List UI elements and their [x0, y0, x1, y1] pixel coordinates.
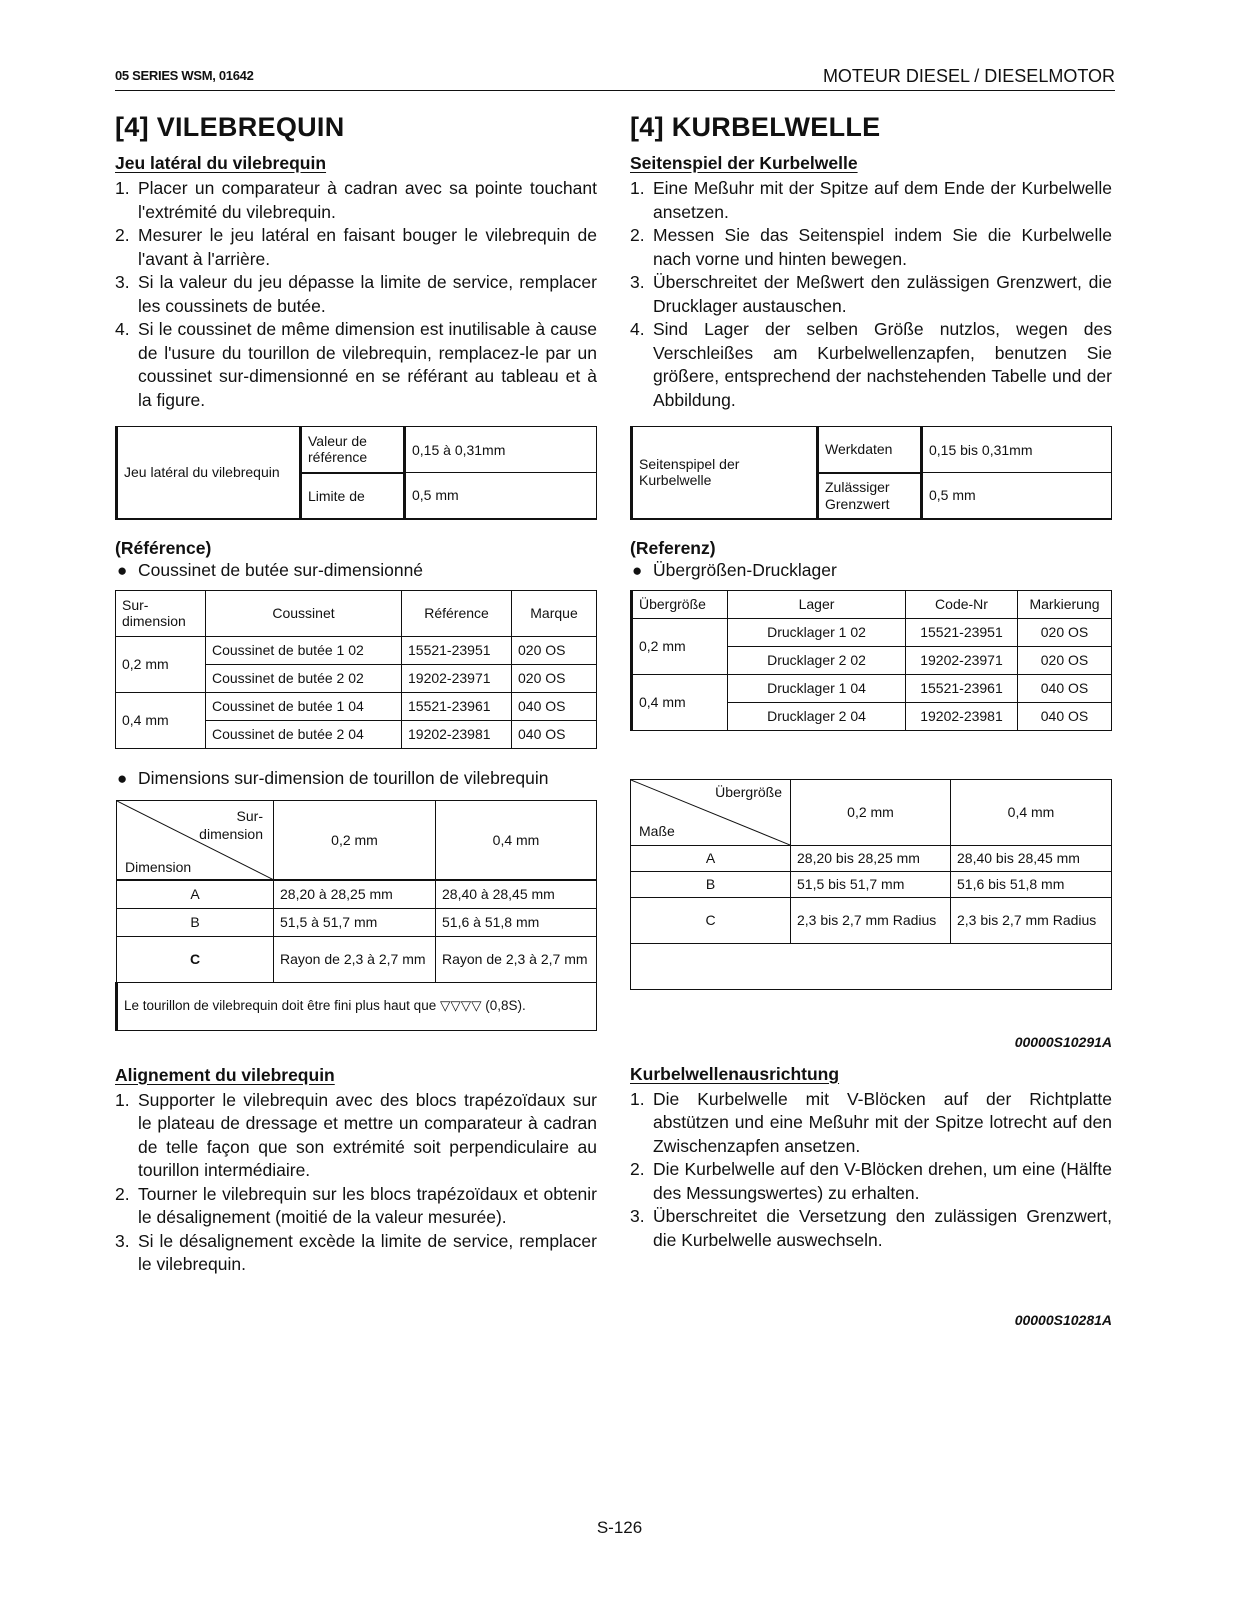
list-item: 1. Supporter le vilebrequin avec des blocs trapézoïdaux sur le plateau de dressage et mettre un comparateur à cadran de telle façon que son extrémité soit perpendiculaire au tourillon intermédiaire. — [115, 1089, 597, 1180]
cell: 2,3 bis 2,7 mm Radius — [951, 897, 1112, 943]
spec-limit-label: Limite de — [301, 473, 405, 519]
table-row — [631, 871, 1112, 897]
cell: 020 OS — [1018, 646, 1112, 674]
th-oversize: Sur-dimension — [116, 590, 206, 636]
cell: 51,5 bis 51,7 mm — [791, 871, 951, 897]
cell: 28,20 bis 28,25 mm — [791, 845, 951, 871]
header-right: MOTEUR DIESEL / DIESELMOTOR — [822, 66, 1115, 86]
cell: B — [117, 908, 274, 936]
left-spec-table — [115, 426, 597, 520]
left-thrust-table — [115, 590, 597, 749]
cell: 040 OS — [512, 692, 597, 720]
spec-limit-value: 0,5 mm — [922, 473, 1112, 519]
list-item: 3. Überschreitet der Meßwert den zulässigen Grenzwert, die Drucklager austauschen. — [630, 272, 1112, 316]
spec-ref-label: Werkdaten — [818, 427, 922, 473]
right-title: [4] KURBELWELLE — [630, 112, 881, 142]
right-section2-list — [630, 1088, 1112, 1253]
th-oversize: Übergröße — [632, 590, 728, 618]
right-section1-title: Seitenspiel der Kurbelwelle — [630, 153, 858, 173]
right-thrust-table — [630, 590, 1112, 731]
th-bearing: Coussinet — [206, 590, 402, 636]
cell: 19202-23971 — [906, 646, 1018, 674]
page-number: S-126 — [596, 1518, 643, 1537]
cell: A — [117, 880, 274, 908]
table-row — [117, 880, 597, 908]
spec-ref-value: 0,15 bis 0,31mm — [922, 427, 1112, 473]
cell: 15521-23951 — [402, 636, 512, 664]
spec-ref-label: Valeur de référence — [301, 427, 405, 473]
group-0-4: 0,4 mm — [632, 674, 728, 730]
cell: A — [631, 845, 791, 871]
cell: Drucklager 2 02 — [728, 646, 906, 674]
th-code: Code-Nr — [906, 590, 1018, 618]
group-0-2: 0,2 mm — [632, 618, 728, 674]
table-row — [117, 982, 597, 1030]
journal-col-0-2: 0,2 mm — [791, 779, 951, 845]
cell: Rayon de 2,3 à 2,7 mm — [436, 936, 597, 982]
cell: 28,40 à 28,45 mm — [436, 880, 597, 908]
right-code-2: 00000S10281A — [1014, 1312, 1112, 1328]
cell: C — [631, 897, 791, 943]
right-reference-title: (Referenz) — [630, 537, 716, 558]
cell: 51,6 à 51,8 mm — [436, 908, 597, 936]
table-row — [631, 897, 1112, 943]
th-reference: Référence — [402, 590, 512, 636]
left-section2-title: Alignement du vilebrequin — [115, 1064, 335, 1085]
cell: 020 OS — [512, 636, 597, 664]
right-section1-list — [630, 177, 1112, 412]
journal-col-0-2: 0,2 mm — [274, 800, 436, 880]
journal-col-0-4: 0,4 mm — [951, 779, 1112, 845]
table-row-empty — [631, 943, 1112, 989]
table-row — [117, 936, 597, 982]
cell: 040 OS — [1018, 702, 1112, 730]
right-bullet-1: ● Übergrößen-Drucklager — [632, 559, 837, 580]
journal-corner: Übergröße Maße — [631, 779, 791, 845]
spec-ref-value: 0,15 à 0,31mm — [405, 427, 597, 473]
left-column — [115, 112, 597, 1277]
journal-col-0-4: 0,4 mm — [436, 800, 597, 880]
list-item: 4. Sind Lager der selben Größe nutzlos, wegen des Verschleißes am Kurbelwellenzapfen, benutzen Sie größere, entsprechend der nachstehenden Tabelle und der Abbildung. — [630, 319, 1112, 410]
th-mark: Marque — [512, 590, 597, 636]
cell: 51,6 bis 51,8 mm — [951, 871, 1112, 897]
list-item: 3. Si le désalignement excède la limite de service, remplacer le vilebrequin. — [115, 1230, 597, 1274]
cell: Drucklager 1 04 — [728, 674, 906, 702]
cell: 040 OS — [512, 720, 597, 748]
table-row — [116, 692, 597, 720]
cell: Coussinet de butée 2 04 — [206, 720, 402, 748]
header-rule — [115, 90, 1115, 91]
list-item: 4. Si le coussinet de même dimension est inutilisable à cause de l'usure du tourillon de vilebrequin, remplacez-le par un coussinet sur-dimensionné en se référant au tableau et à la figure. — [115, 319, 597, 410]
list-item: 2. Mesurer le jeu latéral en faisant bouger le vilebrequin de l'avant à l'arrière. — [115, 225, 597, 269]
left-section2-list — [115, 1089, 597, 1277]
list-item: 1. Placer un comparateur à cadran avec sa pointe touchant l'extrémité du vilebrequin. — [115, 178, 597, 222]
table-row — [631, 845, 1112, 871]
list-item: 1. Eine Meßuhr mit der Spitze auf dem Ende der Kurbelwelle ansetzen. — [630, 178, 1112, 222]
left-section1-title: Jeu latéral du vilebrequin — [115, 153, 327, 173]
left-section1-list — [115, 177, 597, 412]
list-item: 2. Messen Sie das Seitenspiel indem Sie die Kurbelwelle nach vorne und hinten bewegen. — [630, 225, 1112, 269]
group-0-4: 0,4 mm — [116, 692, 206, 748]
cell: Coussinet de butée 2 02 — [206, 664, 402, 692]
right-section2-title: Kurbelwellenausrichtung — [630, 1063, 840, 1084]
right-code-1: 00000S10291A — [1014, 1033, 1112, 1050]
journal-note: Le tourillon de vilebrequin doit être fini plus haut que ▽▽▽▽ (0,8S). — [117, 982, 597, 1030]
spec-item: Seitenspipel der Kurbelwelle — [632, 427, 818, 519]
header-left: 05 SERIES WSM, 01642 — [115, 68, 254, 83]
spec-limit-value: 0,5 mm — [405, 473, 597, 519]
left-title: [4] VILEBREQUIN — [115, 112, 345, 142]
left-reference-title: (Référence) — [115, 537, 212, 558]
list-item: 3. Si la valeur du jeu dépasse la limite de service, remplacer les coussinets de butée. — [115, 272, 597, 316]
cell: B — [631, 871, 791, 897]
cell: 2,3 bis 2,7 mm Radius — [791, 897, 951, 943]
right-spec-table — [630, 426, 1112, 520]
cell: 19202-23971 — [402, 664, 512, 692]
cell: 19202-23981 — [402, 720, 512, 748]
left-journal-table — [115, 800, 597, 1031]
table-row — [117, 908, 597, 936]
cell: Rayon de 2,3 à 2,7 mm — [274, 936, 436, 982]
cell: 15521-23951 — [906, 618, 1018, 646]
spec-limit-label: Zulässiger Grenzwert — [818, 473, 922, 519]
table-row — [632, 674, 1112, 702]
list-item: 1. Die Kurbelwelle mit V-Blöcken auf der Richtplatte abstützen und eine Meßuhr mit der Spitze lotrecht auf den Zwischenzapfen ansetzen. — [630, 1088, 1112, 1156]
list-item: 2. Tourner le vilebrequin sur les blocs trapézoïdaux et obtenir le désalignement (moitié de la valeur mesurée). — [115, 1183, 597, 1227]
group-0-2: 0,2 mm — [116, 636, 206, 692]
right-column — [630, 112, 1112, 1328]
left-bullet-1: ● Coussinet de butée sur-dimensionné — [117, 559, 424, 580]
cell: 15521-23961 — [906, 674, 1018, 702]
cell: 020 OS — [512, 664, 597, 692]
cell: C — [117, 936, 274, 982]
right-journal-table — [630, 779, 1112, 990]
cell: 28,40 bis 28,45 mm — [951, 845, 1112, 871]
cell: 28,20 à 28,25 mm — [274, 880, 436, 908]
list-item: 3. Überschreitet die Versetzung den zulässigen Grenzwert, die Kurbelwelle auswechseln. — [630, 1206, 1112, 1250]
table-row — [116, 636, 597, 664]
cell: 020 OS — [1018, 618, 1112, 646]
cell: Drucklager 2 04 — [728, 702, 906, 730]
cell: Drucklager 1 02 — [728, 618, 906, 646]
cell: Coussinet de butée 1 04 — [206, 692, 402, 720]
cell: Coussinet de butée 1 02 — [206, 636, 402, 664]
cell: 15521-23961 — [402, 692, 512, 720]
left-bullet-2: ● Dimensions sur-dimension de tourillon de vilebrequin — [117, 767, 549, 788]
table-row — [632, 618, 1112, 646]
list-item: 2. Die Kurbelwelle auf den V-Blöcken drehen, um eine (Hälfte des Messungswertes) zu erhalten. — [630, 1159, 1112, 1203]
spec-item: Jeu latéral du vilebrequin — [117, 427, 301, 519]
th-bearing: Lager — [728, 590, 906, 618]
cell: 19202-23981 — [906, 702, 1018, 730]
cell: 040 OS — [1018, 674, 1112, 702]
journal-corner: Sur-dimension Dimension — [117, 800, 274, 880]
cell: 51,5 à 51,7 mm — [274, 908, 436, 936]
th-mark: Markierung — [1018, 590, 1112, 618]
